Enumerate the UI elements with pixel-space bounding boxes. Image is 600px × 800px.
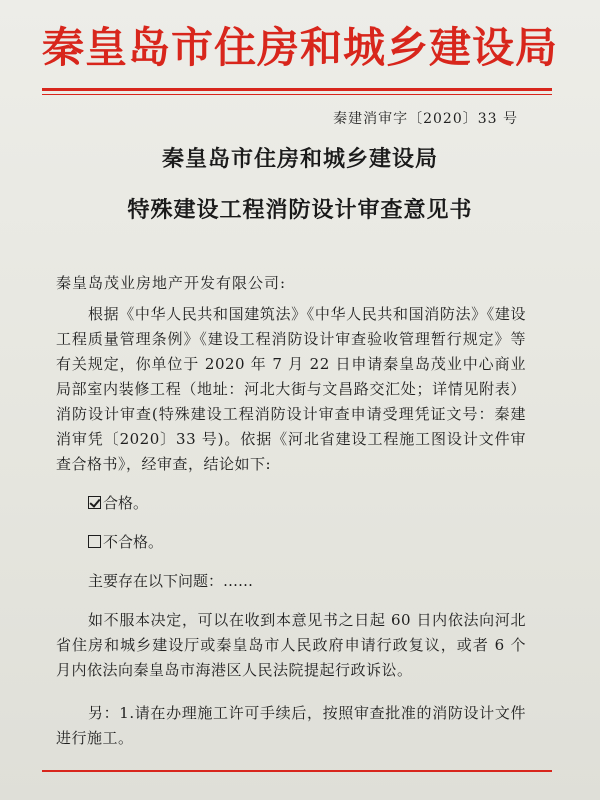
document-title-line2: 特殊建设工程消防设计审查意见书: [127, 198, 473, 223]
option-pass: [56, 491, 526, 516]
letterhead-rule-thin: [42, 94, 552, 95]
problems-line: 主要存在以下问题：……: [88, 572, 254, 590]
paragraph-basis: 根据《中华人民共和国建筑法》《中华人民共和国消防法》《建设工程质量管理条例》《建设工程消防设计审查验收管理暂行规定》等有关规定，你单位于 2020 年 7 月 22 日申请秦皇岛茂业中心商业局部室内装修工程（地址：河北大街与文昌路交汇处；详情见附表）消防设计审查(特殊建设工程消防设计审查申请受理凭证文号：秦建消审凭〔2020〕33 号)。依据《河北省建设工程施工图设计文件审查合格书》，经审查，结论如下:: [56, 305, 526, 473]
document-body: [56, 302, 526, 751]
footer-rule: [42, 770, 552, 772]
option-pass-label: 合格。: [103, 494, 149, 512]
letterhead-rule-thick: [42, 88, 552, 91]
checked-box-icon: [88, 496, 101, 509]
document-title-line1: 秦皇岛市住房和城乡建设局: [161, 147, 438, 172]
empty-box-icon: [88, 535, 101, 548]
option-fail: [56, 530, 526, 555]
option-fail-label: 不合格。: [103, 533, 164, 551]
document-number: 秦建消审字〔2020〕33 号: [333, 111, 518, 127]
paragraph-note: 另：1.请在办理施工许可手续后，按照审查批准的消防设计文件进行施工。: [56, 704, 526, 747]
letterhead-organization: 秦皇岛市住房和城乡建设局: [41, 23, 558, 72]
recipient: 秦皇岛茂业房地产开发有限公司:: [56, 274, 287, 292]
paragraph-appeal: 如不服本决定，可以在收到本意见书之日起 60 日内依法向河北省住房和城乡建设厅或秦皇岛市人民政府申请行政复议，或者 6 个月内依法向秦皇岛市海港区人民法院提起行政诉讼。: [56, 611, 526, 679]
